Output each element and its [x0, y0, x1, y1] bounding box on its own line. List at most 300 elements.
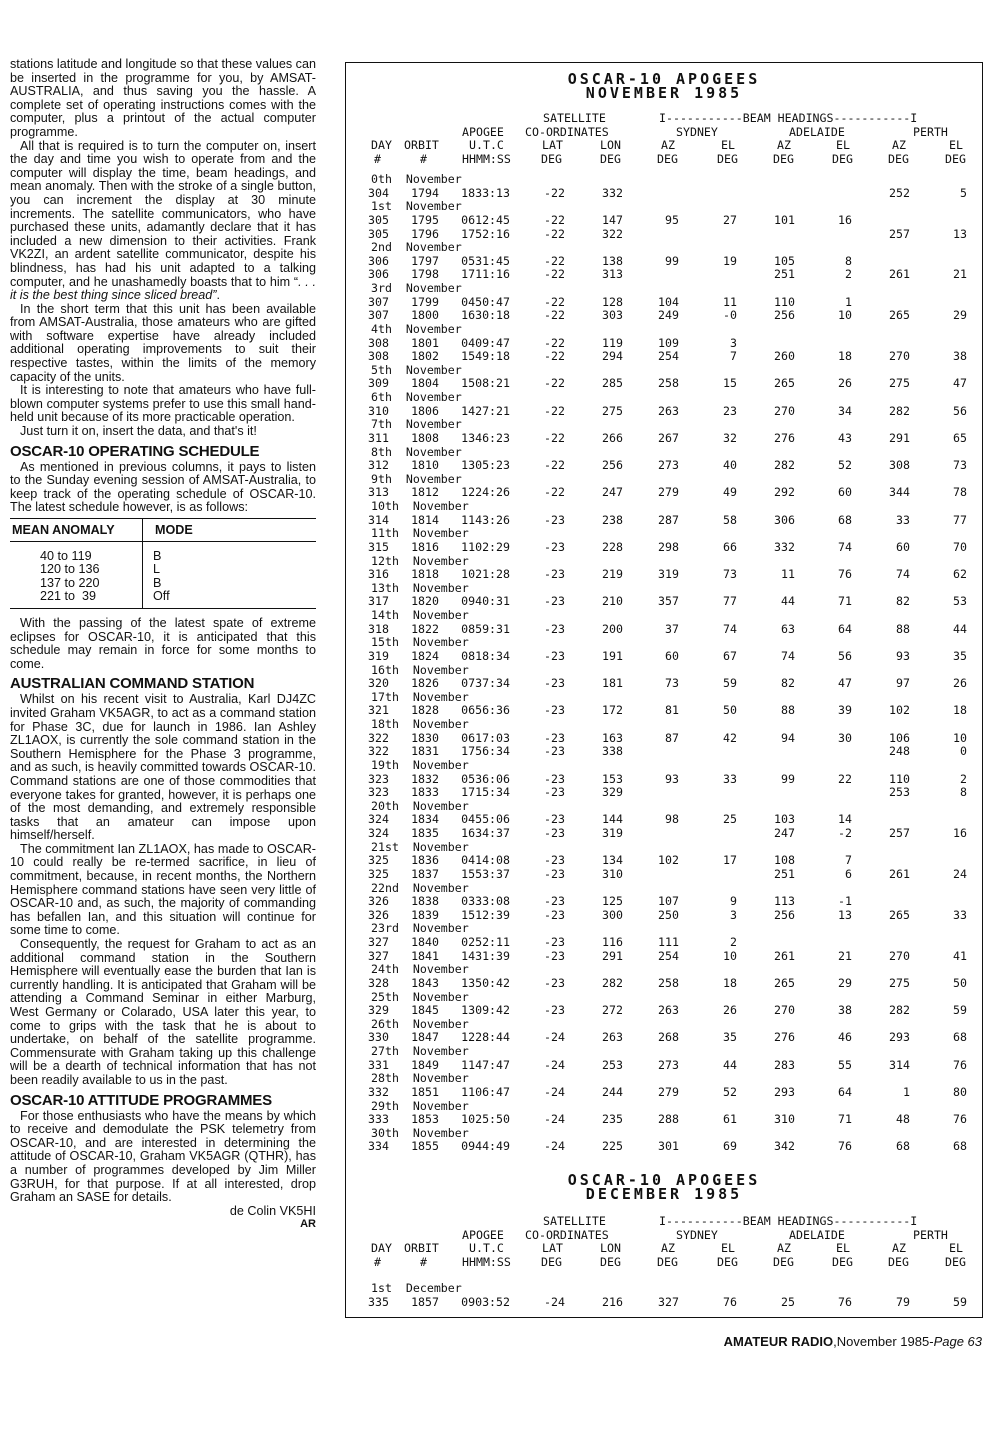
cell-lon: 119 [602, 335, 623, 350]
cell-day: 326 [368, 894, 389, 909]
date-label-row [346, 391, 982, 405]
cell-lon: 303 [602, 308, 623, 323]
cell-lon: 144 [602, 812, 623, 827]
cell-adelaide-az: 276 [774, 1030, 795, 1045]
table-row [346, 486, 982, 500]
cell-utc: 1025:50 [461, 1112, 510, 1127]
cell-day: 322 [368, 744, 389, 759]
cell-adelaide-el: 76 [838, 1139, 852, 1154]
cell-perth-el: 73 [953, 458, 967, 473]
cell-utc: 1309:42 [461, 1003, 510, 1018]
cell-sydney-el: 7 [730, 349, 737, 364]
date-label: 4th November [371, 321, 462, 336]
cell-orbit: 1830 [411, 730, 439, 745]
cell-sydney-az: 102 [658, 853, 679, 868]
cell-adelaide-az: 293 [774, 1084, 795, 1099]
cell-adelaide-el: 38 [838, 1003, 852, 1018]
cell-sydney-az: 273 [658, 1057, 679, 1072]
cell-adelaide-el: 64 [838, 621, 852, 636]
cell-utc: 0617:03 [461, 730, 510, 745]
november-table-body [346, 173, 982, 1154]
date-label: 27th November [371, 1044, 469, 1058]
cell-adelaide-az: 63 [781, 621, 795, 636]
cell-lon: 219 [602, 567, 623, 582]
cell-day: 310 [368, 403, 389, 418]
cell-sydney-el: -0 [723, 308, 737, 323]
cell-utc: 1756:34 [461, 744, 510, 759]
cell-lon: 244 [602, 1084, 623, 1099]
cell-adelaide-az: 25 [781, 1294, 795, 1309]
date-label: 10th November [371, 499, 469, 513]
cell-sydney-az: 263 [658, 1003, 679, 1018]
date-label-row [346, 882, 982, 896]
issue-date: November 1985 [836, 1334, 930, 1349]
cell-sydney-az: 249 [658, 308, 679, 323]
cell-adelaide-az: 256 [774, 308, 795, 323]
cell-adelaide-el: 39 [838, 703, 852, 718]
date-label-row [346, 555, 982, 569]
cell-utc: 0252:11 [461, 935, 510, 949]
date-label: 18th November [371, 717, 469, 731]
cell-perth-el: 53 [953, 594, 967, 609]
cell-perth-az: 270 [889, 349, 910, 364]
cell-adelaide-az: 261 [774, 948, 795, 963]
cell-perth-az: 265 [889, 907, 910, 922]
cell-orbit: 1794 [411, 185, 439, 200]
cell-orbit: 1802 [411, 349, 439, 364]
table-row [346, 541, 982, 555]
cell-lat: -23 [544, 744, 565, 759]
date-label: 3rd November [371, 281, 462, 295]
cell-adelaide-el: 21 [838, 948, 852, 963]
column-header-mode: MODE [143, 519, 317, 542]
date-label: 26th November [371, 1016, 469, 1031]
cell-lon: 235 [602, 1112, 623, 1127]
cell-adelaide-el: 76 [838, 1294, 852, 1309]
table-row [346, 704, 982, 718]
cell-perth-el: 2 [960, 771, 967, 786]
cell-lat: -23 [544, 894, 565, 909]
cell-orbit: 1810 [411, 458, 439, 473]
cell-orbit: 1801 [411, 335, 439, 350]
cell-lat: -22 [544, 403, 565, 418]
cell-sydney-az: 267 [658, 430, 679, 445]
cell-sydney-el: 73 [723, 567, 737, 582]
cell-adelaide-el: 34 [838, 403, 852, 418]
cell-perth-el: 50 [953, 975, 967, 990]
table-row [346, 268, 982, 282]
cell-perth-az: 270 [889, 948, 910, 963]
cell-adelaide-az: 282 [774, 458, 795, 473]
cell-lon: 332 [602, 185, 623, 200]
date-label-row [346, 473, 982, 487]
cell-sydney-el: 52 [723, 1084, 737, 1099]
date-label: 2nd November [371, 240, 462, 255]
cell-perth-az: 252 [889, 185, 910, 200]
cell-sydney-el: 66 [723, 539, 737, 554]
cell-perth-el: 16 [953, 826, 967, 840]
cell-perth-el: 35 [953, 648, 967, 663]
cell-perth-az: 93 [896, 648, 910, 663]
cell-day: 334 [368, 1139, 389, 1154]
cell-sydney-el: 27 [723, 212, 737, 227]
section-heading-schedule: OSCAR-10 OPERATING SCHEDULE [10, 442, 260, 460]
cell-lat: -22 [544, 485, 565, 500]
cell-lat: -23 [544, 907, 565, 922]
cell-day: 327 [368, 935, 389, 949]
cell-adelaide-el: 71 [838, 1112, 852, 1127]
cell-adelaide-az: 251 [774, 866, 795, 881]
cell-adelaide-el: 16 [838, 212, 852, 227]
end-mark: AR [300, 1218, 316, 1231]
cell-lon: 256 [602, 458, 623, 473]
cell-lat: -23 [544, 539, 565, 554]
cell-adelaide-el: 8 [845, 253, 852, 268]
table-row [346, 868, 982, 882]
cell-adelaide-az: 270 [774, 403, 795, 418]
cell-sydney-az: 258 [658, 376, 679, 391]
cell-sydney-el: 42 [723, 730, 737, 745]
cell-utc: 1143:26 [461, 512, 510, 527]
cell-sydney-el: 25 [723, 812, 737, 827]
date-label-row [346, 1127, 982, 1141]
table-row [346, 568, 982, 582]
date-label-row [346, 1100, 982, 1114]
cell-lon: 282 [602, 975, 623, 990]
table-row [346, 1113, 982, 1127]
cell-utc: 0737:34 [461, 676, 510, 691]
cell-perth-az: 253 [889, 785, 910, 800]
cell-day: 326 [368, 907, 389, 922]
table-row [346, 255, 982, 269]
cell-sydney-az: 273 [658, 458, 679, 473]
table-row [346, 1296, 982, 1310]
paragraph: It is interesting to note that amateurs who have full-blown computer systems prefer to use this small hand-held unit because of its more practicable operation. [10, 383, 316, 425]
cell-adelaide-az: 310 [774, 1112, 795, 1127]
cell-lat: -23 [544, 785, 565, 800]
table-row [346, 309, 982, 323]
paragraph: As mentioned in previous columns, it pays to listen to the Sunday evening session of AMSAT-Australia, to keep track of the operating schedule of OSCAR-10. The latest schedule however, is as follows: [10, 459, 316, 515]
cell-orbit: 1824 [411, 648, 439, 663]
cell-lat: -23 [544, 621, 565, 636]
cell-sydney-az: 87 [665, 730, 679, 745]
cell-orbit: 1833 [411, 785, 439, 800]
cell-adelaide-az: 108 [774, 853, 795, 868]
cell-sydney-az: 301 [658, 1139, 679, 1154]
table-row [346, 377, 982, 391]
cell-lat: -23 [544, 1003, 565, 1018]
cell-adelaide-el: 46 [838, 1030, 852, 1045]
cell-sydney-az: 98 [665, 812, 679, 827]
date-label: 6th November [371, 390, 462, 404]
cell-utc: 0536:06 [461, 771, 510, 786]
cell-adelaide-el: 13 [838, 907, 852, 922]
table-row [346, 650, 982, 664]
cell-sydney-el: 44 [723, 1057, 737, 1072]
cell-sydney-el: 74 [723, 621, 737, 636]
cell-adelaide-az: 82 [781, 676, 795, 691]
header-coordinates: CO-ORDINATES [525, 124, 609, 139]
date-label: 24th November [371, 962, 469, 977]
date-label-row [346, 636, 982, 650]
date-label-row [346, 446, 982, 460]
cell-sydney-el: 17 [723, 853, 737, 868]
cell-lat: -24 [544, 1112, 565, 1127]
table-row [346, 745, 982, 759]
cell-sydney-az: 81 [665, 703, 679, 718]
table-row [346, 514, 982, 528]
cell-utc: 1634:37 [461, 826, 510, 840]
cell-lat: -22 [544, 308, 565, 323]
cell-perth-el: 65 [953, 430, 967, 445]
date-label-row [346, 241, 982, 255]
cell-adelaide-el: 6 [845, 866, 852, 881]
cell-perth-az: 110 [889, 771, 910, 786]
table-row [346, 405, 982, 419]
cell-perth-el: 41 [953, 948, 967, 963]
table-row [346, 1004, 982, 1018]
cell-perth-el: 33 [953, 907, 967, 922]
cell-day: 305 [368, 226, 389, 241]
cell-perth-az: 33 [896, 512, 910, 527]
date-label: 30th November [371, 1125, 469, 1140]
cell-perth-az: 257 [889, 826, 910, 840]
cell-adelaide-az: 342 [774, 1139, 795, 1154]
date-label-row [346, 527, 982, 541]
cell-adelaide-el: 68 [838, 512, 852, 527]
cell-sydney-el: 10 [723, 948, 737, 963]
cell-day: 333 [368, 1112, 389, 1127]
cell-orbit: 1853 [411, 1112, 439, 1127]
cell-lon: 216 [602, 1294, 623, 1309]
cell-sydney-el: 69 [723, 1139, 737, 1154]
date-label-row [346, 759, 982, 773]
cell-orbit: 1826 [411, 676, 439, 691]
cell-day: 324 [368, 812, 389, 827]
cell-perth-az: 261 [889, 866, 910, 881]
date-label: 23rd November [371, 921, 469, 936]
cell-orbit: 1798 [411, 267, 439, 282]
cell-orbit: 1857 [411, 1294, 439, 1309]
date-label-row [346, 691, 982, 705]
cell-lon: 272 [602, 1003, 623, 1018]
december-subtitle: DECEMBER 1985 [585, 1185, 743, 1203]
cell-adelaide-el: -1 [838, 894, 852, 909]
cell-lon: 247 [602, 485, 623, 500]
left-column [10, 58, 316, 1232]
cell-day: 314 [368, 512, 389, 527]
cell-lat: -22 [544, 185, 565, 200]
table-row: 137 to 220 B [10, 577, 316, 591]
cell-lon: 128 [602, 294, 623, 309]
cell-adelaide-el: 2 [845, 267, 852, 282]
date-label-row [346, 282, 982, 296]
cell-lon: 153 [602, 771, 623, 786]
table-row [346, 350, 982, 364]
cell-adelaide-el: 1 [845, 294, 852, 309]
cell-orbit: 1804 [411, 376, 439, 391]
cell-utc: 1715:34 [461, 785, 510, 800]
cell-utc: 1427:21 [461, 403, 510, 418]
cell-adelaide-az: 247 [774, 826, 795, 840]
cell-day: 307 [368, 294, 389, 309]
date-label: 16th November [371, 662, 469, 677]
cell-adelaide-el: 26 [838, 376, 852, 391]
cell-orbit: 1828 [411, 703, 439, 718]
date-label: 11th November [371, 526, 469, 541]
cell-adelaide-el: 71 [838, 594, 852, 609]
cell-sydney-el: 9 [730, 894, 737, 909]
cell-orbit: 1834 [411, 812, 439, 827]
cell-sydney-el: 2 [730, 935, 737, 949]
cell-day: 319 [368, 648, 389, 663]
cell-day: 315 [368, 539, 389, 554]
date-label: 7th November [371, 417, 462, 432]
cell-perth-az: 79 [896, 1294, 910, 1309]
cell-lon: 253 [602, 1057, 623, 1072]
cell-adelaide-el: 29 [838, 975, 852, 990]
cell-perth-el: 44 [953, 621, 967, 636]
date-label: 9th November [371, 471, 462, 486]
cell-utc: 0333:08 [461, 894, 510, 909]
cell-day: 306 [368, 253, 389, 268]
table-row [346, 214, 982, 228]
cell-sydney-az: 60 [665, 648, 679, 663]
cell-orbit: 1795 [411, 212, 439, 227]
cell-perth-az: 60 [896, 539, 910, 554]
cell-perth-az: 308 [889, 458, 910, 473]
cell-utc: 1512:39 [461, 907, 510, 922]
cell-lon: 210 [602, 594, 623, 609]
table-row [346, 337, 982, 351]
cell-sydney-az: 104 [658, 294, 679, 309]
cell-utc: 0903:52 [461, 1294, 510, 1309]
cell-adelaide-az: 265 [774, 975, 795, 990]
cell-adelaide-el: 18 [838, 349, 852, 364]
date-label: 1st December [371, 1281, 462, 1295]
cell-lat: -22 [544, 349, 565, 364]
table-row [346, 296, 982, 310]
cell-day: 325 [368, 853, 389, 868]
cell-orbit: 1835 [411, 826, 439, 840]
page-footer: AMATEUR RADIO,November 1985-Page 63 [723, 1334, 982, 1349]
date-label-row [346, 173, 982, 187]
december-title: OSCAR-10 APOGEES [567, 1171, 761, 1189]
paragraph: The commitment Ian ZL1AOX, has made to OSCAR-10 could really be re-termed sacrifice, in lieu of commitment, because, in recent months, the Northern Hemisphere command stations have seen very little of OSCAR-10 and, as such, the majority of commanding has befallen Ian, and this situation will continue for some time to come. [10, 841, 316, 938]
cell-day: 307 [368, 308, 389, 323]
cell-utc: 1106:47 [461, 1084, 510, 1099]
cell-utc: 1630:18 [461, 308, 510, 323]
cell-sydney-az: 288 [658, 1112, 679, 1127]
cell-perth-el: 38 [953, 349, 967, 364]
magazine-name: AMATEUR RADIO [723, 1334, 834, 1349]
cell-lat: -22 [544, 376, 565, 391]
cell-orbit: 1797 [411, 253, 439, 268]
cell-lon: 310 [602, 866, 623, 881]
cell-lat: -23 [544, 703, 565, 718]
cell-lon: 116 [602, 935, 623, 949]
cell-sydney-el: 77 [723, 594, 737, 609]
cell-day: 335 [368, 1294, 389, 1309]
paragraph: Consequently, the request for Graham to act as an additional command station in the Southern Hemisphere will eventually ease the burden that Ian is currently handling. It is anticipated that Graham will be attending a Command Seminar in either Marburg, West Germany or Colarado, USA later this year, to come to grips with the task that he is about to undertake, on behalf of the satellite programme. Commensurate with Graham taking up this challenge will be a dearth of technical information that has not been readily available to us in the past. [10, 937, 316, 1087]
date-label-row [346, 364, 982, 378]
november-subtitle: NOVEMBER 1985 [585, 84, 743, 102]
cell-day: 305 [368, 212, 389, 227]
cell-adelaide-az: 74 [781, 648, 795, 663]
cell-perth-az: 248 [889, 744, 910, 759]
cell-orbit: 1840 [411, 935, 439, 949]
cell-lon: 294 [602, 349, 623, 364]
cell-lat: -23 [544, 935, 565, 949]
cell-utc: 0859:31 [461, 621, 510, 636]
column-header-mean-anomaly: MEAN ANOMALY [10, 519, 143, 542]
cell-sydney-az: 263 [658, 403, 679, 418]
cell-sydney-el: 15 [723, 376, 737, 391]
cell-utc: 0531:45 [461, 253, 510, 268]
cell-utc: 1228:44 [461, 1030, 510, 1045]
cell-orbit: 1806 [411, 403, 439, 418]
cell-day: 323 [368, 785, 389, 800]
table-row [346, 228, 982, 242]
date-label-row [346, 1045, 982, 1059]
cell-perth-el: 26 [953, 676, 967, 691]
cell-adelaide-az: 11 [781, 567, 795, 582]
cell-perth-el: 21 [953, 267, 967, 282]
paragraph: Just turn it on, insert the data, and that's it! [20, 424, 257, 439]
date-label: 13th November [371, 580, 469, 595]
cell-day: 308 [368, 335, 389, 350]
cell-sydney-az: 287 [658, 512, 679, 527]
cell-lat: -24 [544, 1139, 565, 1154]
cell-adelaide-az: 306 [774, 512, 795, 527]
cell-day: 304 [368, 185, 389, 200]
cell-lat: -23 [544, 853, 565, 868]
date-label-row [346, 1072, 982, 1086]
cell-lat: -22 [544, 212, 565, 227]
cell-sydney-az: 99 [665, 253, 679, 268]
paragraph: stations latitude and longitude so that these values can be inserted in the programme for you, by AMSAT-AUSTRALIA, and thus saving you the hassle. A complete set of operating instructions comes with the computer, plus a printout of the actual computer programme. [10, 57, 316, 139]
cell-orbit: 1812 [411, 485, 439, 500]
cell-sydney-el: 61 [723, 1112, 737, 1127]
cell-adelaide-el: 55 [838, 1057, 852, 1072]
cell-lon: 225 [602, 1139, 623, 1154]
cell-lat: -22 [544, 253, 565, 268]
table-row [346, 1140, 982, 1154]
cell-lat: -23 [544, 648, 565, 663]
cell-orbit: 1796 [411, 226, 439, 241]
date-label: 17th November [371, 689, 469, 704]
cell-perth-az: 275 [889, 376, 910, 391]
cell-utc: 0612:45 [461, 212, 510, 227]
section-heading-attitude: OSCAR-10 ATTITUDE PROGRAMMES [10, 1091, 272, 1109]
table-row [346, 1031, 982, 1045]
cell-lon: 163 [602, 730, 623, 745]
cell-perth-az: 48 [896, 1112, 910, 1127]
cell-adelaide-az: 110 [774, 294, 795, 309]
date-label-row [346, 418, 982, 432]
cell-orbit: 1849 [411, 1057, 439, 1072]
date-label: 29th November [371, 1098, 469, 1113]
cell-sydney-az: 319 [658, 567, 679, 582]
cell-day: 328 [368, 975, 389, 990]
cell-orbit: 1832 [411, 771, 439, 786]
cell-adelaide-az: 105 [774, 253, 795, 268]
cell-lon: 191 [602, 648, 623, 663]
cell-adelaide-el: 56 [838, 648, 852, 663]
cell-sydney-el: 35 [723, 1030, 737, 1045]
cell-adelaide-az: 251 [774, 267, 795, 282]
cell-perth-el: 8 [960, 785, 967, 800]
